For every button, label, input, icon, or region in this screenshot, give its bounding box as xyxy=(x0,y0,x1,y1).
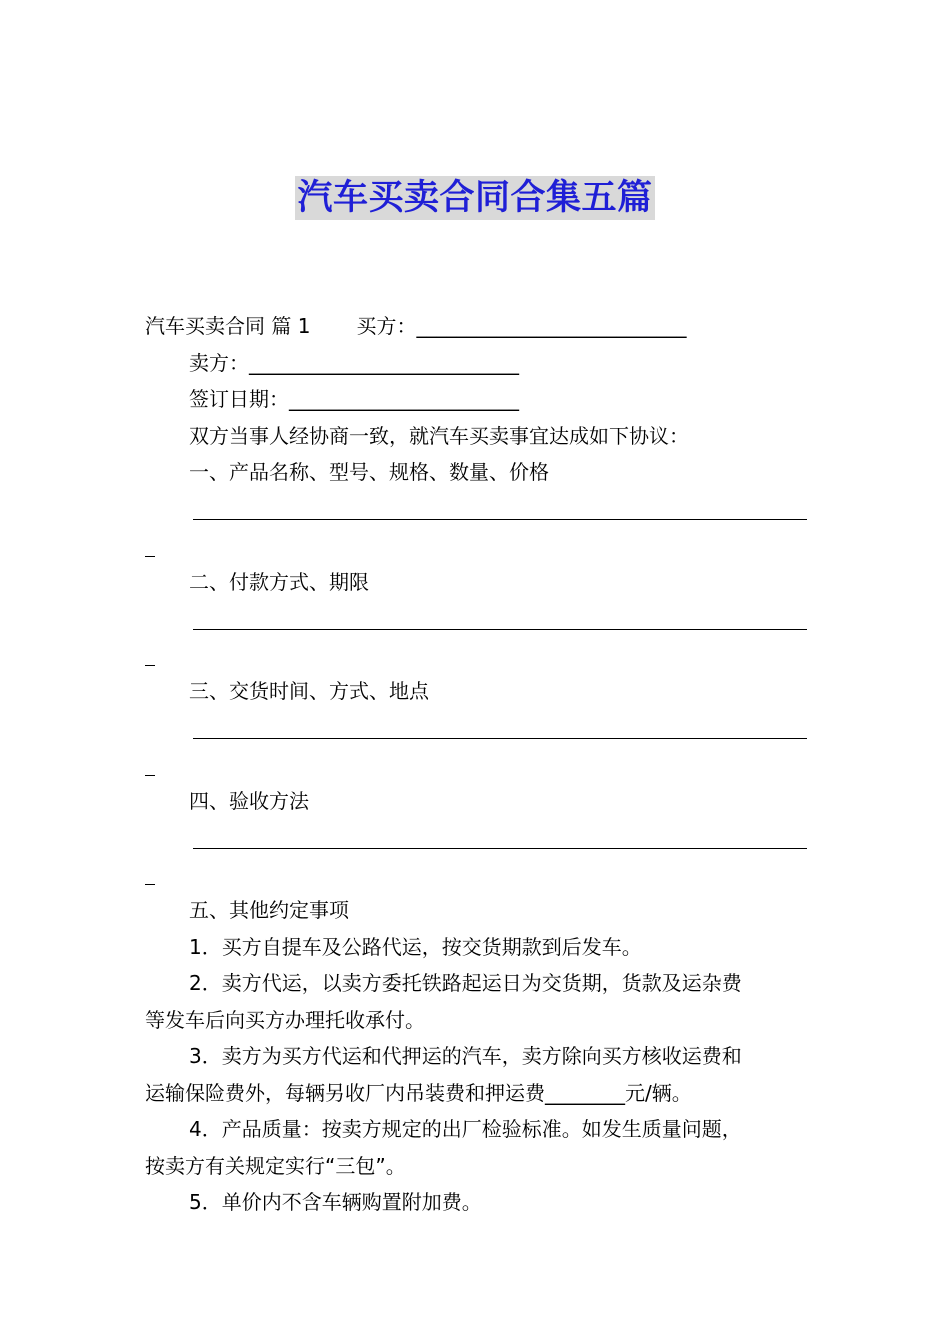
item-3-line-2: 运输保险费外，每辆另收厂内吊装费和押运费________元/辆。 xyxy=(145,1080,692,1105)
item-5: 5．单价内不含车辆购置附加费。 xyxy=(189,1190,482,1214)
title-container xyxy=(0,176,950,220)
item-2-line-2: 等发车后向买方办理托收承付。 xyxy=(145,1007,425,1032)
section-heading-2: 二、付款方式、期限 xyxy=(189,569,369,594)
item-1: 1．买方自提车及公路代运，按交货期款到后发车。 xyxy=(189,934,642,959)
item-4-line-1: 4．产品质量：按卖方规定的出厂检验标准。如发生质量问题， xyxy=(189,1117,742,1141)
section-heading-4: 四、验收方法 xyxy=(189,788,309,813)
buyer-field: 买方：___________________________ xyxy=(356,314,687,338)
seller-field: 卖方：___________________________ xyxy=(189,350,519,375)
section-heading-1: 一、产品名称、型号、规格、数量、价格 xyxy=(189,460,549,484)
intro-paragraph: 双方当事人经协商一致，就汽车买卖事宜达成如下协议： xyxy=(189,423,689,448)
item-3-line-1: 3．卖方为买方代运和代押运的汽车，卖方除向买方核收运费和 xyxy=(189,1044,742,1068)
document-title: 汽车买卖合同合集五篇 xyxy=(297,178,653,218)
blank-line-3 xyxy=(145,710,807,747)
section-heading-5: 五、其他约定事项 xyxy=(189,898,349,922)
blank-stub-4 xyxy=(145,856,807,893)
section-heading-3: 三、交货时间、方式、地点 xyxy=(189,679,429,703)
contract-heading-line xyxy=(145,308,807,345)
blank-stub-1 xyxy=(145,527,807,564)
blank-stub-2 xyxy=(145,637,807,674)
blank-stub-3 xyxy=(145,746,807,783)
blank-line-1 xyxy=(145,491,807,528)
document-body xyxy=(145,308,807,1221)
item-4-line-2: 按卖方有关规定实行“三包”。 xyxy=(145,1153,406,1178)
blank-line-2 xyxy=(145,600,807,637)
item-2-line-1: 2．卖方代运，以卖方委托铁路起运日为交货期，货款及运杂费 xyxy=(189,971,742,995)
contract-heading: 汽车买卖合同 篇 1 xyxy=(145,314,311,338)
sign-date-field: 签订日期：_______________________ xyxy=(189,387,519,411)
blank-line-4 xyxy=(145,819,807,856)
